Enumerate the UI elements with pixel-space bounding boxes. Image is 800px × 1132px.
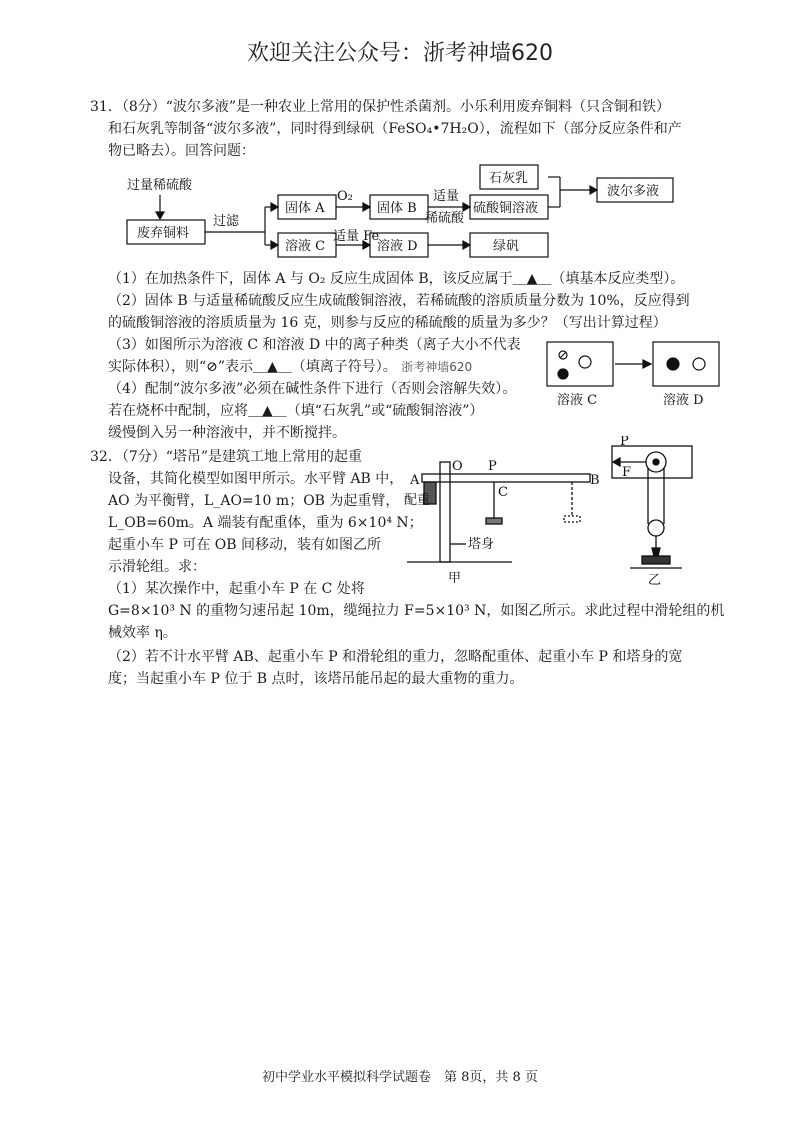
flow-solution-d: 溶液 D bbox=[377, 239, 418, 254]
q31-sub3-line-1: （3）如图所示为溶液 C 和溶液 D 中的离子种类（离子大小不代表 bbox=[108, 337, 521, 353]
q31-flow-diagram bbox=[115, 162, 695, 262]
flow-lime: 石灰乳 bbox=[489, 171, 529, 186]
q32-line-3: AO 为平衡臂，L_AO=10 m；OB 为起重臂， bbox=[108, 493, 400, 509]
q32-line-2: 设备，其简化模型如图甲所示。水平臂 AB 中， bbox=[108, 471, 404, 487]
q31-ion-diagram bbox=[545, 338, 725, 418]
flow-acid2-bottom: 稀硫酸 bbox=[425, 211, 465, 226]
page-footer: 初中学业水平模拟科学试题卷 第 8页，共 8 页 bbox=[262, 1070, 538, 1085]
q31-line-1: 31．（8分）“波尔多液”是一种农业上常用的保护性杀菌剂。小乐利用废弃铜料（只含铜和铁） bbox=[90, 99, 671, 115]
q31-sub3-line-2 bbox=[108, 356, 472, 378]
flow-acid2-top: 适量 bbox=[433, 189, 460, 204]
crane-label-o: O bbox=[452, 459, 463, 474]
q32-sub1-line-1: （1）某次操作中，起重小车 P 在 C 处将 bbox=[108, 581, 365, 597]
q31-line-3: 物已略去）。回答问题： bbox=[108, 143, 255, 159]
pulley-label-p: P bbox=[620, 436, 629, 449]
q32-sub1-line-3: 械效率 η。 bbox=[108, 625, 177, 641]
q31-sub2-line-2: 的硫酸铜溶液的溶质质量为 16 克，则参与反应的稀硫酸的质量为多少？（写出计算过程） bbox=[108, 315, 667, 331]
q32-line-6: 示滑轮组。求： bbox=[108, 559, 206, 575]
crane-label-a: A bbox=[410, 473, 420, 488]
pulley-label-f: F bbox=[622, 465, 632, 480]
q31-sub3-text: 实际体积），则“⊘”表示＿▲＿（填离子符号）。 bbox=[108, 359, 397, 375]
flow-raw: 废弃铜料 bbox=[137, 226, 190, 241]
q31-sub2-line-1: （2）固体 B 与适量稀硫酸反应生成硫酸铜溶液，若稀硫酸的溶质质量分数为 10%，反应得到 bbox=[108, 293, 690, 309]
ion-label-c: 溶液 C bbox=[557, 393, 598, 408]
crane-label-counterweight: 配重 bbox=[404, 493, 431, 508]
crane-label-p: P bbox=[488, 459, 497, 474]
q32-line-1: 32．（7分）“塔吊”是建筑工地上常用的起重 bbox=[90, 449, 363, 465]
flow-filter: 过滤 bbox=[213, 214, 240, 229]
flow-bordeaux: 波尔多液 bbox=[607, 184, 660, 199]
q32-figure-crane bbox=[402, 448, 602, 588]
q32-line-4: L_OB=60m。A 端装有配重体，重为 6×10⁴ N； bbox=[108, 515, 423, 531]
flow-fe: 适量 Fe bbox=[333, 229, 380, 244]
pulley-caption: 乙 bbox=[648, 573, 662, 586]
ion-label-d: 溶液 D bbox=[663, 393, 704, 408]
flow-acid-label: 过量稀硫酸 bbox=[127, 178, 193, 193]
q31-sub4-line-1: （4）配制“波尔多液”必须在碱性条件下进行（否则会溶解失效）。 bbox=[108, 381, 517, 397]
q32-figure-pulley bbox=[608, 436, 698, 586]
crane-label-c: C bbox=[498, 485, 508, 500]
flow-cuso4: 硫酸铜溶液 bbox=[473, 201, 539, 216]
flow-solid-b: 固体 B bbox=[377, 201, 417, 216]
q32-sub2-line-2: 度；当起重小车 P 位于 B 点时，该塔吊能吊起的最大重物的重力。 bbox=[108, 671, 524, 687]
flow-green-vitriol: 绿矾 bbox=[493, 239, 520, 254]
q32-sub1-line-2: G=8×10³ N 的重物匀速吊起 10m，缆绳拉力 F=5×10³ N，如图乙所示。求此过程中滑轮组的机 bbox=[108, 603, 725, 619]
q32-sub2-line-1: （2）若不计水平臂 AB、起重小车 P 和滑轮组的重力，忽略配重体、起重小车 P 和塔身的宽 bbox=[108, 649, 683, 665]
q31-line-2: 和石灰乳等制备“波尔多液”，同时得到绿矾（FeSO₄•7H₂O），流程如下（部分反应条件和产 bbox=[108, 121, 682, 137]
watermark: 浙考神墙620 bbox=[401, 360, 473, 374]
flow-o2: O₂ bbox=[337, 189, 353, 204]
flow-solution-c: 溶液 C bbox=[285, 239, 326, 254]
q32-line-5: 起重小车 P 可在 OB 间移动，装有如图乙所 bbox=[108, 537, 381, 553]
crane-label-tower: 塔身 bbox=[468, 537, 495, 552]
q31-sub4-line-2: 若在烧杯中配制，应将＿▲＿（填“石灰乳”或“硫酸铜溶液”） bbox=[108, 403, 484, 419]
q31-sub4-line-3: 缓慢倒入另一种溶液中，并不断搅拌。 bbox=[108, 425, 346, 441]
page-header-title: 欢迎关注公众号：浙考神墙620 bbox=[247, 41, 553, 66]
crane-caption: 甲 bbox=[448, 571, 462, 586]
crane-label-b: B bbox=[590, 473, 600, 488]
flow-solid-a: 固体 A bbox=[285, 201, 325, 216]
q31-sub1: （1）在加热条件下，固体 A 与 O₂ 反应生成固体 B，该反应属于＿▲＿（填基本反应类型）。 bbox=[108, 271, 685, 287]
